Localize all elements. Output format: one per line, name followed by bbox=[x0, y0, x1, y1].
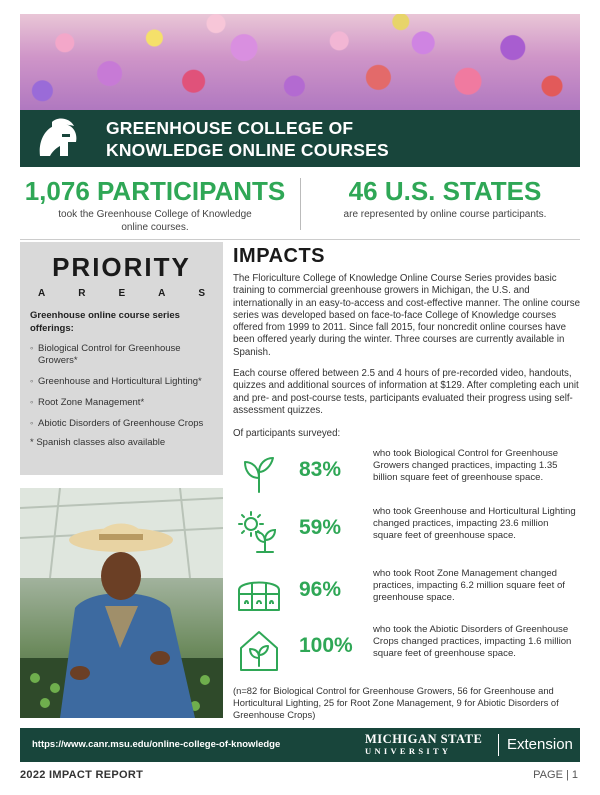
msu-wordmark-line-1: MICHIGAN STATE bbox=[365, 732, 483, 746]
priority-heading: PRIORITY bbox=[52, 252, 191, 282]
report-label: 2022 IMPACT REPORT bbox=[20, 769, 144, 781]
priority-areas-panel bbox=[20, 242, 223, 475]
title-banner bbox=[20, 110, 580, 167]
msu-wordmark-line-2: UNIVERSITY bbox=[365, 746, 452, 756]
grower-photo bbox=[20, 488, 223, 718]
result-row bbox=[233, 622, 583, 678]
title-line-2: KNOWLEDGE ONLINE COURSES bbox=[106, 139, 389, 160]
stats-divider bbox=[300, 178, 301, 230]
sprout-icon bbox=[237, 452, 281, 496]
result-percent: 100% bbox=[299, 634, 353, 657]
areas-letter: A bbox=[158, 288, 166, 299]
list-item: ◦ Root Zone Management* bbox=[30, 397, 213, 409]
result-description: who took the Abiotic Disorders of Greenhouse Crops changed practices, impacting 1.6 million square feet of greenhouse space. bbox=[373, 624, 572, 659]
impacts-paragraph-2: Each course offered between 2.5 and 4 hours of pre-recorded video, handouts, quizzes and additional sources of information at $129. After completing each unit and pre- and post-course tests, participants evaluated their progress using self-assessment quizzes. bbox=[233, 368, 579, 416]
list-item: ◦ Abiotic Disorders of Greenhouse Crops bbox=[30, 418, 213, 430]
house-plant-icon bbox=[237, 628, 281, 672]
result-row bbox=[233, 566, 583, 622]
areas-letter: E bbox=[118, 288, 126, 299]
wordmark-divider bbox=[498, 734, 499, 756]
participants-caption bbox=[20, 208, 290, 234]
page-number: PAGE | 1 bbox=[533, 769, 578, 781]
course-url-link[interactable]: https://www.canr.msu.edu/online-college-of-knowledge bbox=[32, 739, 281, 750]
participants-caption-line-2: online courses. bbox=[121, 222, 189, 233]
msu-wordmark bbox=[365, 733, 482, 757]
spanish-note: * Spanish classes also available bbox=[30, 437, 166, 448]
result-percent: 59% bbox=[299, 516, 342, 539]
greenhouse-icon bbox=[237, 572, 281, 616]
impacts-paragraph-1: The Floriculture College of Knowledge Online Course Series provides basic training to commercial greenhouse growers in Michigan, the U.S. and internationally in an easy-to-access and cost-effective manner. The online course series was developed based on face-to-face College of Knowledge courses offered from 1999 to 2011. Since fall 2015, four noncredit online courses have been offered yearly during the winter. Three courses are currently available in Spanish. bbox=[233, 273, 580, 358]
course-list bbox=[30, 343, 213, 430]
surveyed-label: Of participants surveyed: bbox=[233, 428, 341, 440]
priority-lead: Greenhouse online course series offerings: bbox=[30, 310, 180, 334]
grower-illustration bbox=[20, 488, 223, 718]
impacts-section bbox=[233, 244, 583, 441]
states-stat bbox=[310, 176, 580, 221]
result-row bbox=[233, 504, 583, 560]
flower-banner-image bbox=[20, 14, 580, 110]
result-percent: 96% bbox=[299, 578, 342, 601]
sample-size-footnote: (n=82 for Biological Control for Greenhouse Growers, 56 for Greenhouse and Horticultural Lighting, 25 for Root Zone Management, 9 for Abiotic Disorders of Greenhouse Crops) bbox=[233, 685, 559, 720]
participants-stat bbox=[20, 176, 290, 234]
result-description: who took Biological Control for Greenhouse Growers changed practices, impacting 1.35 billion square feet of greenhouse space. bbox=[373, 448, 559, 483]
sun-seedling-icon bbox=[237, 510, 281, 554]
list-item: ◦ Greenhouse and Horticultural Lighting* bbox=[30, 376, 213, 388]
participants-value: 1,076 PARTICIPANTS bbox=[24, 176, 286, 206]
areas-subheading bbox=[30, 288, 213, 299]
impacts-heading: IMPACTS bbox=[233, 245, 326, 267]
result-description: who took Root Zone Management changed practices, impacting 6.2 million square feet of greenhouse space. bbox=[373, 568, 565, 603]
page-title bbox=[106, 117, 389, 161]
title-line-1: GREENHOUSE COLLEGE OF bbox=[106, 117, 354, 138]
states-caption: are represented by online course participants. bbox=[343, 209, 547, 220]
stats-row bbox=[20, 168, 580, 238]
footer-banner bbox=[20, 728, 580, 762]
result-row bbox=[233, 446, 583, 502]
result-percent: 83% bbox=[299, 458, 342, 481]
areas-letter: R bbox=[78, 288, 86, 299]
spartan-helmet-icon bbox=[32, 116, 82, 162]
states-value: 46 U.S. STATES bbox=[348, 176, 542, 206]
extension-label: Extension bbox=[507, 736, 573, 753]
areas-letter: A bbox=[38, 288, 46, 299]
areas-letter: S bbox=[198, 288, 205, 299]
list-item: ◦ Biological Control for Greenhouse Growers* bbox=[30, 343, 213, 367]
participants-caption-line-1: took the Greenhouse College of Knowledge bbox=[58, 209, 252, 220]
result-description: who took Greenhouse and Horticultural Lighting changed practices, impacting 23.6 million square feet of greenhouse space. bbox=[373, 506, 576, 541]
stats-rule bbox=[20, 239, 580, 240]
